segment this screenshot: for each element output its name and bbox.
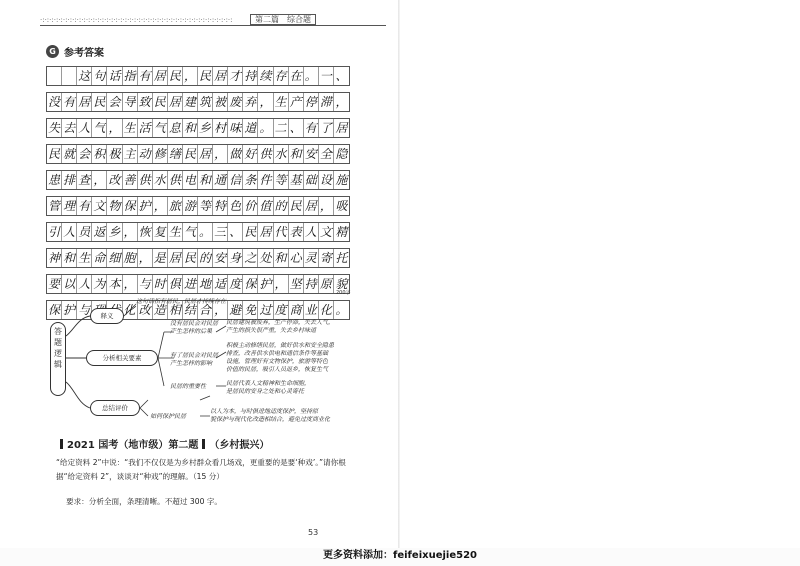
grid-cell: 进 — [183, 275, 198, 293]
grid-cell: 和 — [62, 249, 77, 267]
grid-cell: 灵 — [304, 249, 319, 267]
mind-map-have-detail-4: 价值的民居，吸引人员返乡，恢复生气 — [226, 366, 329, 373]
grid-cell: 排 — [62, 171, 77, 189]
grid-cell: ， — [138, 249, 153, 267]
grid-cell: 产 — [289, 93, 304, 111]
grid-row — [46, 274, 350, 294]
grid-cell: 条 — [243, 171, 258, 189]
mind-map-node-summary: 总结评价 — [90, 400, 140, 416]
grid-cell: 动 — [138, 145, 153, 163]
grid-cell: 文 — [92, 197, 107, 215]
grid-cell: 保 — [123, 197, 138, 215]
grid-cell: 有 — [62, 93, 77, 111]
grid-cell: 保 — [47, 301, 62, 319]
grid-cell: 善 — [123, 171, 138, 189]
grid-cell: 才 — [228, 67, 243, 85]
grid-cell: 护 — [258, 275, 273, 293]
grid-cell: 被 — [213, 93, 228, 111]
grid-cell: 表 — [289, 223, 304, 241]
grid-cell: 生 — [77, 249, 92, 267]
grid-cell: 等 — [274, 171, 289, 189]
grid-cell: 俱 — [168, 275, 183, 293]
grid-cell: 句 — [92, 67, 107, 85]
grid-cell: 失 — [47, 119, 62, 137]
grid-cell: 隐 — [335, 147, 348, 161]
grid-cell: 乡 — [107, 223, 122, 241]
grid-cell: 民 — [183, 145, 198, 163]
grid-cell: 为 — [92, 275, 107, 293]
grid-cell: 存 — [274, 67, 289, 85]
grid-cell: 与 — [138, 275, 153, 293]
answer-grid — [46, 66, 350, 326]
grid-cell: 息 — [168, 119, 183, 137]
left-page — [0, 0, 400, 548]
grid-cell: 居 — [168, 249, 183, 267]
grid-cell: 价 — [243, 197, 258, 215]
grid-cell: ， — [183, 67, 198, 85]
grid-cell: 员 — [77, 223, 92, 241]
mind-map-none-detail-2: 产生的损失很严重，失去乡村味道 — [226, 327, 317, 334]
grid-cell: 做 — [228, 145, 243, 163]
grid-cell: 过 — [258, 301, 273, 319]
grid-cell: ， — [123, 223, 138, 241]
grid-cell: 保 — [243, 275, 258, 293]
grid-cell: 就 — [62, 145, 77, 163]
grid-cell: 人 — [77, 119, 92, 137]
page-number-left: 53 — [308, 528, 319, 537]
grid-cell: 是 — [153, 249, 168, 267]
grid-cell: 二 — [274, 119, 289, 137]
question-title-main: 2021 国考（地市级）第二题 — [67, 440, 199, 451]
grid-cell: 化 — [319, 301, 334, 319]
grid-cell: 民 — [168, 67, 183, 85]
mind-map-none-detail-1: 民居建筑被废弃，生产停滞，失去人气， — [226, 319, 335, 326]
grid-cell: 安 — [213, 249, 228, 267]
grid-cell: 原 — [319, 275, 334, 293]
grid-row — [46, 196, 350, 216]
grid-cell: 托 — [335, 251, 348, 265]
grid-cell: 等 — [198, 197, 213, 215]
grid-cell: 。 — [335, 303, 348, 317]
grid-cell: 吸 — [335, 199, 348, 213]
question-title-topic: （乡村振兴） — [209, 440, 270, 451]
grid-cell: 理 — [62, 197, 77, 215]
grid-cell: 居 — [153, 67, 168, 85]
grid-cell: 人 — [62, 223, 77, 241]
grid-cell: 水 — [153, 171, 168, 189]
grid-cell: 居 — [213, 67, 228, 85]
grid-cell: 寄 — [319, 249, 334, 267]
grid-cell: 有 — [304, 119, 319, 137]
connector-n1 — [124, 304, 136, 316]
connector-3 — [66, 382, 90, 408]
grid-cell: 好 — [243, 145, 258, 163]
grid-cell: 和 — [289, 145, 304, 163]
grid-cell: 缮 — [168, 145, 183, 163]
grid-cell: 这 — [77, 67, 92, 85]
grid-cell: 和 — [183, 119, 198, 137]
mind-map-label-none: 没有居民会对民居 — [170, 320, 219, 327]
connector-1 — [66, 316, 90, 336]
answer-heading — [46, 44, 104, 59]
grid-cell: ， — [92, 171, 107, 189]
grid-cell: 基 — [289, 171, 304, 189]
grid-cell: 废 — [228, 93, 243, 111]
grid-cell: 胞 — [123, 249, 138, 267]
mind-map-root: 答题逻辑 — [50, 322, 66, 396]
grid-cell: 度 — [274, 301, 289, 319]
grid-cell: 民 — [289, 197, 304, 215]
grid-cell: 供 — [138, 171, 153, 189]
left-running-head-title: 第二篇 综合题 — [250, 14, 316, 25]
grid-cell: 一 — [319, 67, 334, 85]
grid-cell: 了 — [319, 119, 334, 137]
grid-cell: 活 — [138, 119, 153, 137]
grid-cell: 居 — [304, 197, 319, 215]
grid-cell: 文 — [319, 223, 334, 241]
grid-cell: 相 — [168, 301, 183, 319]
grid-cell: 话 — [107, 67, 122, 85]
grid-cell: 造 — [153, 301, 168, 319]
grid-cell: 避 — [228, 301, 243, 319]
grid-cell: 精 — [335, 225, 348, 239]
grid-cell: 没 — [47, 93, 62, 111]
title-bar-right — [202, 439, 205, 449]
grid-cell: 有 — [138, 67, 153, 85]
grid-cell: 免 — [243, 301, 258, 319]
grid-cell: 返 — [92, 223, 107, 241]
grid-cell: 结 — [183, 301, 198, 319]
right-page — [400, 0, 800, 548]
grid-cell: 指 — [123, 67, 138, 85]
grid-cell: 人 — [304, 223, 319, 241]
grid-cell: 地 — [198, 275, 213, 293]
grid-cell: ， — [335, 95, 348, 109]
grid-cell: 民 — [198, 67, 213, 85]
grid-cell: 乡 — [198, 119, 213, 137]
grid-cell: 、 — [289, 119, 304, 137]
grid-cell: 、 — [228, 223, 243, 241]
grid-cell — [47, 67, 62, 85]
grid-cell: ， — [153, 197, 168, 215]
connector-n3 — [140, 400, 148, 416]
grid-cell: 去 — [62, 119, 77, 137]
grid-cell: 命 — [92, 249, 107, 267]
grid-cell: 通 — [213, 171, 228, 189]
grid-cell: 生 — [123, 119, 138, 137]
grid-cell: 居 — [258, 223, 273, 241]
grid-cell: 值 — [258, 197, 273, 215]
left-running-head — [40, 14, 386, 26]
grid-cell: 筑 — [198, 93, 213, 111]
grid-cell: 水 — [274, 145, 289, 163]
grid-cell: 停 — [304, 93, 319, 111]
grid-cell: 民 — [92, 93, 107, 111]
grid-cell: 民 — [47, 145, 62, 163]
mind-map-how-detail-2: 貌保护与现代化改造相结合，避免过度商业化 — [210, 416, 331, 423]
grid-row — [46, 248, 350, 268]
grid-cell: 三 — [213, 223, 228, 241]
running-head-decoration: ·:·:·:·:·:·:·:·:·:·:·:·:·:·:·:·:·:·:·:·:·:·:·:·:·:·:·:·:·:·:·:·:·:·:·:·:·:·:·:·:·:·: — [40, 16, 233, 24]
grid-cell: 复 — [153, 223, 168, 241]
grid-cell: 修 — [153, 145, 168, 163]
grid-cell: 民 — [183, 249, 198, 267]
grid-cell: 本 — [107, 275, 122, 293]
grid-cell: 滞 — [319, 93, 334, 111]
grid-cell: 神 — [47, 249, 62, 267]
grid-cell: 施 — [335, 173, 348, 187]
mind-map-how-detail-1: 以人为本，与时俱进地适度保护，坚持原 — [210, 408, 319, 415]
grid-cell: 管 — [47, 197, 62, 215]
mind-map-node-meaning: 释义 — [90, 308, 124, 324]
grid-cell: 商 — [289, 301, 304, 319]
grid-cell: 。 — [198, 223, 213, 241]
grid-cell: 供 — [168, 171, 183, 189]
grid-cell: 在 — [289, 67, 304, 85]
grid-cell: 续 — [258, 67, 273, 85]
grid-cell: 护 — [62, 301, 77, 319]
grid-row — [46, 92, 350, 112]
grid-cell: 味 — [228, 119, 243, 137]
grid-cell: 旅 — [168, 197, 183, 215]
grid-cell: 极 — [107, 145, 122, 163]
grid-cell: 坚 — [289, 275, 304, 293]
question-requirements: 要求：分析全面，条理清晰。不超过 300 字。 — [66, 497, 223, 506]
grid-row — [46, 144, 350, 164]
grid-cell: 气 — [92, 119, 107, 137]
grid-cell — [62, 67, 77, 85]
grid-cell: 居 — [77, 93, 92, 111]
grid-cell: 电 — [183, 171, 198, 189]
grid-cell: 生 — [168, 223, 183, 241]
grid-cell: 的 — [274, 197, 289, 215]
grid-cell: 致 — [138, 93, 153, 111]
grid-cell: 物 — [107, 197, 122, 215]
grid-cell: ， — [107, 119, 122, 137]
grid-cell: 护 — [138, 197, 153, 215]
mind-map-importance-detail-1: 民居代表人文精神和生命细胞， — [226, 380, 311, 387]
grid-cell: 心 — [289, 249, 304, 267]
grid-cell: 有 — [77, 197, 92, 215]
grid-cell: 础 — [304, 171, 319, 189]
grid-cell: 生 — [274, 93, 289, 111]
grid-cell: 之 — [243, 249, 258, 267]
question-title — [56, 436, 269, 451]
grid-cell: 时 — [153, 275, 168, 293]
grid-cell: 持 — [243, 67, 258, 85]
answer-badge-icon: G — [46, 45, 59, 58]
grid-cell: 民 — [243, 223, 258, 241]
title-bar-left — [60, 439, 63, 449]
grid-cell: 居 — [168, 93, 183, 111]
grid-cell: 村 — [213, 119, 228, 137]
grid-row — [46, 170, 350, 190]
grid-cell: 要 — [47, 275, 62, 293]
grid-cell: 查 — [77, 171, 92, 189]
mind-map-have-detail-2: 排查，改善供水供电和通信条件等基础 — [226, 350, 329, 357]
mind-map-importance: 民居的重要性 — [170, 383, 207, 390]
grid-cell: 信 — [228, 171, 243, 189]
grid-cell: 细 — [107, 249, 122, 267]
connector-n2 — [158, 332, 164, 386]
grid-cell: 气 — [183, 223, 198, 241]
grid-cell: 的 — [198, 249, 213, 267]
grid-row — [46, 66, 350, 86]
question-text: “给定资料 2”中说：“我们不仅仅是为乡村群众看几场戏，更重要的是要‘种戏’。”请你根据“给定资料 2”，谈谈对“种戏”的理解。（15 分） — [56, 458, 346, 481]
grid-cell: 会 — [107, 93, 122, 111]
mind-map-label-none-2: 产生怎样的后果 — [170, 328, 213, 335]
grid-cell: 与 — [77, 301, 92, 319]
mind-map-label-have: 有了居民会对民居 — [170, 352, 219, 359]
grid-cell: 持 — [304, 275, 319, 293]
grid-cell: 弃 — [243, 93, 258, 111]
grid-cell: 患 — [47, 171, 62, 189]
mind-map-label-how: 如何保护民居 — [150, 413, 187, 420]
grid-cell: 全 — [319, 145, 334, 163]
grid-cell: 改 — [107, 171, 122, 189]
grid-cell: 特 — [213, 197, 228, 215]
grid-cell: 化 — [123, 301, 138, 319]
grid-cell: 和 — [198, 171, 213, 189]
grid-cell: 代 — [274, 223, 289, 241]
answer-heading-text: 参考答案 — [64, 48, 104, 59]
grid-cell: ， — [213, 145, 228, 163]
grid-row — [46, 222, 350, 242]
grid-cell: 和 — [274, 249, 289, 267]
grid-cell: 供 — [258, 145, 273, 163]
grid-cell: 导 — [123, 93, 138, 111]
grid-cell: 以 — [62, 275, 77, 293]
grid-cell: 居 — [335, 121, 348, 135]
grid-cell: 安 — [304, 145, 319, 163]
mind-map-label-have-2: 产生怎样的影响 — [170, 360, 213, 367]
grid-cell: 人 — [77, 275, 92, 293]
grid-cell: ， — [274, 275, 289, 293]
grid-cell: 。 — [258, 119, 273, 137]
grid-cell: ， — [319, 197, 334, 215]
grid-cell: 建 — [183, 93, 198, 111]
grid-cell: 。 — [304, 67, 319, 85]
grid-cell: 会 — [77, 145, 92, 163]
connector-n3-leaves — [200, 396, 210, 416]
mind-map — [40, 296, 360, 428]
mind-map-have-detail-1: 积极主动修缮民居，做好供水和安全隐患 — [226, 342, 335, 349]
grid-cell: 貌 — [335, 277, 348, 291]
mind-map-node-analysis: 分析相关要素 — [86, 350, 158, 366]
grid-cell: ， — [123, 275, 138, 293]
grid-cell: 积 — [92, 145, 107, 163]
footer-contact: 更多资料添加：feifeixuejie520 — [323, 550, 477, 561]
grid-cell: 合 — [198, 301, 213, 319]
mind-map-importance-detail-2: 是居民的安身之处和心灵寄托 — [226, 388, 305, 395]
grid-cell: 业 — [304, 301, 319, 319]
grid-cell: 色 — [228, 197, 243, 215]
mind-map-meaning-text: 这句话指有居民，民居才持续存在 — [136, 298, 227, 305]
grid-cell: 、 — [335, 69, 348, 83]
grid-cell: 恢 — [138, 223, 153, 241]
grid-cell: 件 — [258, 171, 273, 189]
grid-cell: 适 — [213, 275, 228, 293]
grid-cell: 改 — [138, 301, 153, 319]
grid-cell: 身 — [228, 249, 243, 267]
grid-cell: 引 — [47, 223, 62, 241]
grid-cell: 处 — [258, 249, 273, 267]
grid-cell: 游 — [183, 197, 198, 215]
grid-cell: 居 — [198, 145, 213, 163]
grid-cell: 气 — [153, 119, 168, 137]
grid-cell: 设 — [319, 171, 334, 189]
grid-cell: 主 — [123, 145, 138, 163]
word-count: 200字 — [336, 290, 351, 296]
mind-map-have-detail-3: 设施，管理好有文物保护，旅游等特色 — [226, 358, 329, 365]
grid-cell: 民 — [153, 93, 168, 111]
grid-cell: ， — [258, 93, 273, 111]
grid-cell: 度 — [228, 275, 243, 293]
grid-cell: ， — [213, 301, 228, 319]
grid-row — [46, 118, 350, 138]
grid-cell: 道 — [243, 119, 258, 137]
